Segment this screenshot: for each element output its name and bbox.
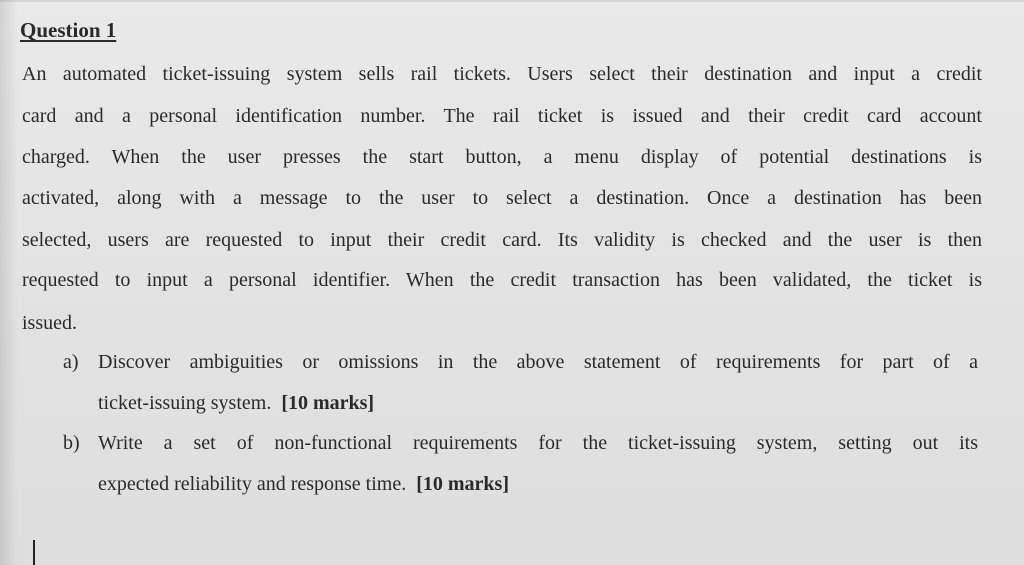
paragraph-line-5: selected, users are requested to input their credit card. Its validity is checked and the user is then <box>22 229 982 251</box>
paragraph-line-3: charged. When the user presses the start button, a menu display of potential destinations is <box>22 146 982 168</box>
paragraph-line-4: activated, along with a message to the user to select a destination. Once a destination has been <box>22 187 982 209</box>
item-a-line-1: Discover ambiguities or omissions in the above statement of requirements for part of a <box>98 351 978 373</box>
item-b-text: expected reliability and response time. <box>98 473 407 495</box>
item-a-text: ticket-issuing system. <box>98 392 272 414</box>
paragraph-line-6: requested to input a personal identifier. When the credit transaction has been validated, the ticket is <box>22 269 982 291</box>
item-b-label: b) <box>63 432 80 454</box>
item-a-line-2 <box>98 391 374 415</box>
paragraph-line-1: An automated ticket-issuing system sells rail tickets. Users select their destination and input a credit <box>22 63 982 85</box>
item-a-marks: [10 marks] <box>281 392 375 414</box>
item-b-marks: [10 marks] <box>416 473 509 495</box>
paragraph-line-2: card and a personal identification number. The rail ticket is issued and their credit card account <box>22 105 982 127</box>
item-b-line-1: Write a set of non-functional requirements for the ticket-issuing system, setting out its <box>98 432 978 454</box>
item-b-line-2 <box>98 472 509 496</box>
paragraph-line-7: issued. <box>22 312 77 334</box>
question-title: Question 1 <box>20 18 117 42</box>
cursor-mark <box>33 540 35 565</box>
item-a-label: a) <box>63 351 79 373</box>
top-edge <box>0 0 1024 2</box>
page-shadow <box>0 0 18 565</box>
